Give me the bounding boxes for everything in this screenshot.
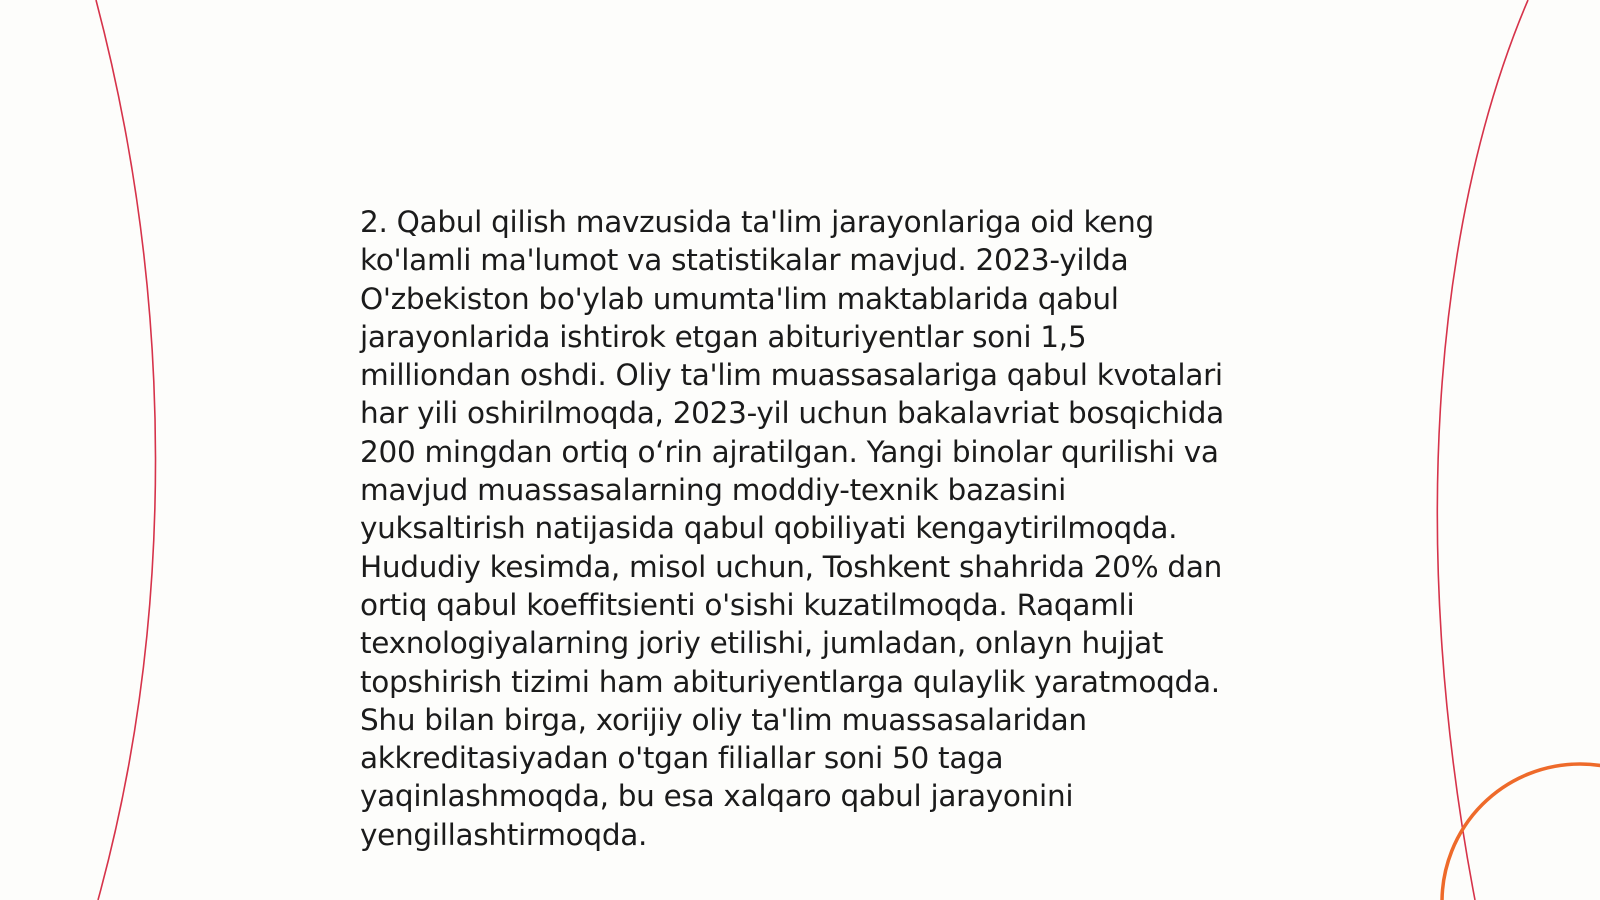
slide-body-text: 2. Qabul qilish mavzusida ta'lim jarayonlariga oid keng ko'lamli ma'lumot va statistikalar mavjud. 2023-yilda O'zbekiston bo'ylab umumta'lim maktablarida qabul jarayonlarida ishtirok etgan abituriyentlar soni 1,5 milliondan oshdi. Oliy ta'lim muassasalariga qabul kvotalari har yili oshirilmoqda, 2023-yil uchun bakalavriat bosqichida 200 mingdan ortiq o‘rin ajratilgan. Yangi binolar qurilishi va mavjud muassasalarning moddiy-texnik bazasini yuksaltirish natijasida qabul qobiliyati kengaytirilmoqda. Hududiy kesimda, misol uchun, Toshkent shahrida 20% dan ortiq qabul koeffitsienti o'sishi kuzatilmoqda. Raqamli texnologiyalarning joriy etilishi, jumladan, onlayn hujjat topshirish tizimi ham abituriyentlarga qulaylik yaratmoqda. Shu bilan birga, xorijiy oliy ta'lim muassasalaridan akkreditasiyadan o'tgan filiallar soni 50 taga yaqinlashmoqda, bu esa xalqaro qabul jarayonini yengillashtirmoqda. <box>360 205 1224 852</box>
right-curve <box>1437 0 1528 900</box>
orange-circle <box>1442 764 1600 900</box>
left-curve <box>96 0 156 900</box>
